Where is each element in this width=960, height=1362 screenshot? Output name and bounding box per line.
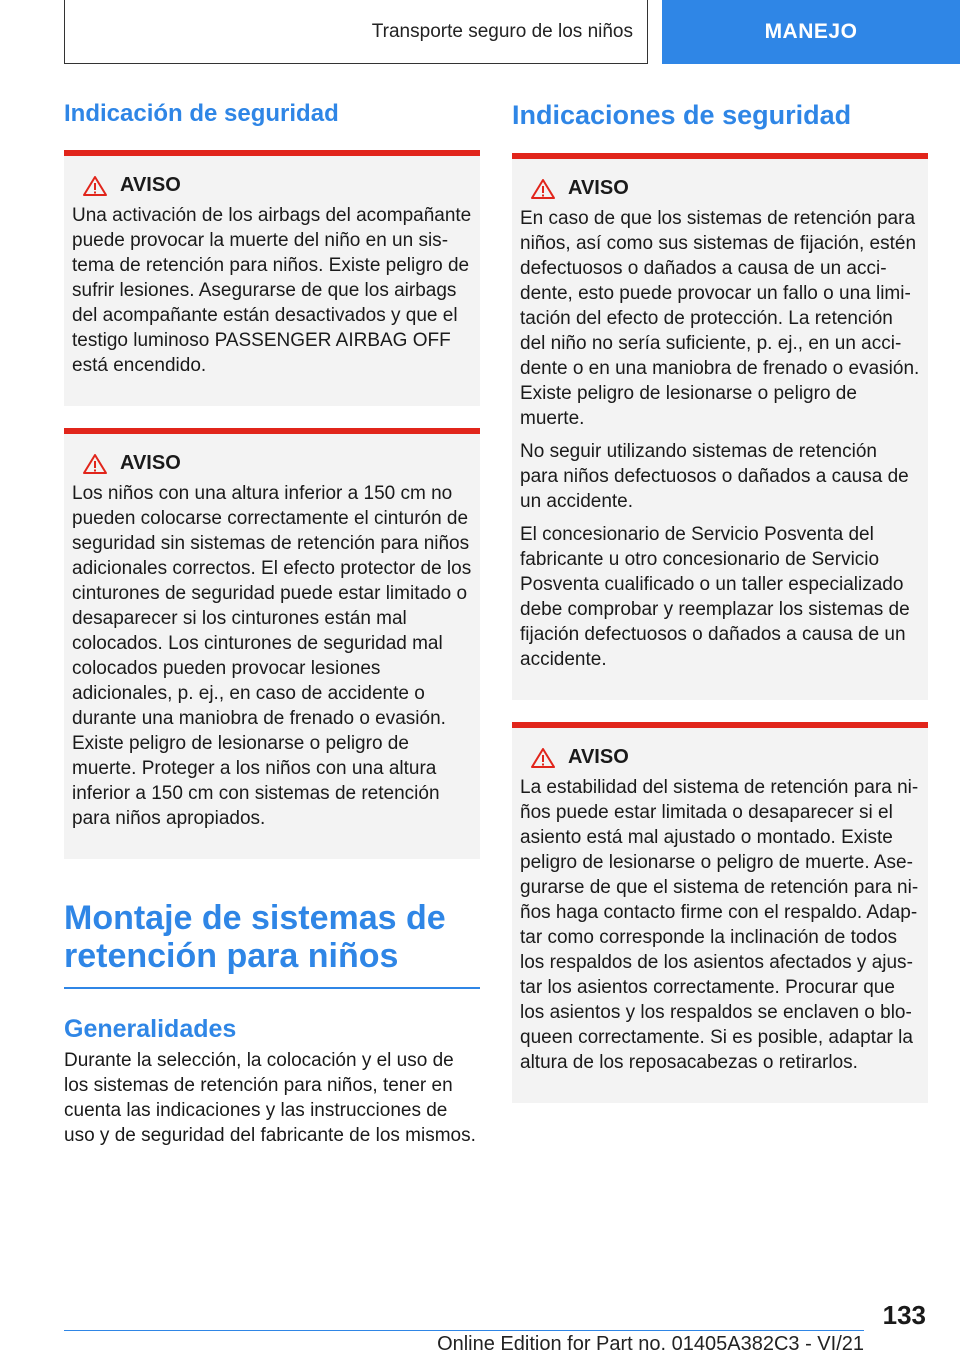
- warning-text: En caso de que los sistemas de retención para niños, así como sus sistemas de fijación, estén defectuosos o dañados a causa de un accidente, esto puede provocar un fallo o una limitación del efecto de protección. La retención del niño no sería suficiente, p. ej., en un accidente o en una maniobra de frenado o evasión. Existe peligro de lesionarse o peligro de muerte.: [520, 208, 920, 429]
- left-column: [64, 100, 480, 1148]
- warning-text: No seguir utilizando sistemas de retención para niños defectuosos o dañados a causa de un accidente.: [520, 441, 909, 512]
- warning-box: [512, 153, 928, 700]
- warning-text: El concesionario de Servicio Posventa del fabricante u otro concesionario de Servicio Posventa cualificado o un taller especializado debe comprobar y reemplazar los sistemas de fijación defectuosos o dañados a causa de un accidente.: [520, 524, 910, 670]
- warning-text: La estabilidad del sistema de retención para niños puede estar limitada o desaparecer si el asiento está mal ajustado o montado. Existe peligro de lesionarse o peligro de muerte. Asegurarse de que el sistema de retención para niños haga contacto firme con el respaldo. Adaptar como corresponde la inclinación de todos los respaldos de los asientos afectados y ajustar los asientos correctamente. Procurar que los asientos y los respaldos se enclaven o bloqueen correctamente. Si es posible, adaptar la altura de los reposacabezas o retirarlos.: [520, 777, 919, 1073]
- warning-box: [64, 428, 480, 859]
- warning-title: [82, 174, 472, 197]
- body-text: Durante la selección, la colocación y el uso de los sistemas de retención para niños, tener en cuenta las indicaciones y las instrucciones de uso y de seguridad del fabricante de los mismos.: [64, 1050, 476, 1146]
- subheading: Generalidades: [64, 1015, 237, 1043]
- warning-title: [530, 177, 920, 200]
- warning-text: Los niños con una altura inferior a 150 cm no pueden colocarse correctamente el cinturón de seguridad sin sistemas de retención para niños adicionales correctos. El efecto protector de los cinturones de seguridad puede estar limitado o desaparecer si los cinturones están mal colocados. Los cinturones de seguridad mal colocados pueden provocar lesiones adicionales, p. ej., en caso de accidente o durante una maniobra de frenado o evasión. Existe peligro de lesionarse o peligro de muerte. Proteger a los niños con una altura inferior a 150 cm con sistemas de retención para niños apropiados.: [72, 483, 472, 829]
- warning-label: AVISO: [120, 174, 181, 196]
- safety-heading: Indicación de seguridad: [64, 100, 339, 127]
- safety-heading: Indicaciones de seguridad: [512, 100, 852, 130]
- running-header: [64, 0, 648, 64]
- section-title: Transporte seguro de los niños: [371, 20, 633, 42]
- warning-triangle-icon: [82, 175, 108, 197]
- warning-box: [64, 150, 480, 406]
- chapter-tab[interactable]: [662, 0, 960, 64]
- warning-triangle-icon: [530, 747, 556, 769]
- warning-triangle-icon: [82, 453, 108, 475]
- warning-title: [82, 452, 472, 475]
- page-number: 133: [882, 1300, 926, 1330]
- warning-label: AVISO: [568, 177, 629, 199]
- warning-title: [530, 746, 920, 769]
- section-heading: Montaje de sistemas de retención para niños: [64, 899, 480, 989]
- right-column: [512, 100, 928, 1125]
- footer-edition: Online Edition for Part no. 01405A382C3 - VI/21: [437, 1333, 864, 1355]
- warning-label: AVISO: [120, 452, 181, 474]
- footer-divider: [64, 1330, 864, 1331]
- chapter-tab-label: MANEJO: [764, 20, 858, 43]
- warning-triangle-icon: [530, 178, 556, 200]
- warning-text: Una activación de los airbags del acompañante puede provocar la muerte del niño en un sistema de retención para niños. Existe peligro de sufrir lesiones. Asegurarse de que los airbags del acompañante están desactivados y que el testigo luminoso PASSENGER AIRBAG OFF está encendido.: [72, 205, 472, 376]
- warning-box: [512, 722, 928, 1103]
- warning-label: AVISO: [568, 746, 629, 768]
